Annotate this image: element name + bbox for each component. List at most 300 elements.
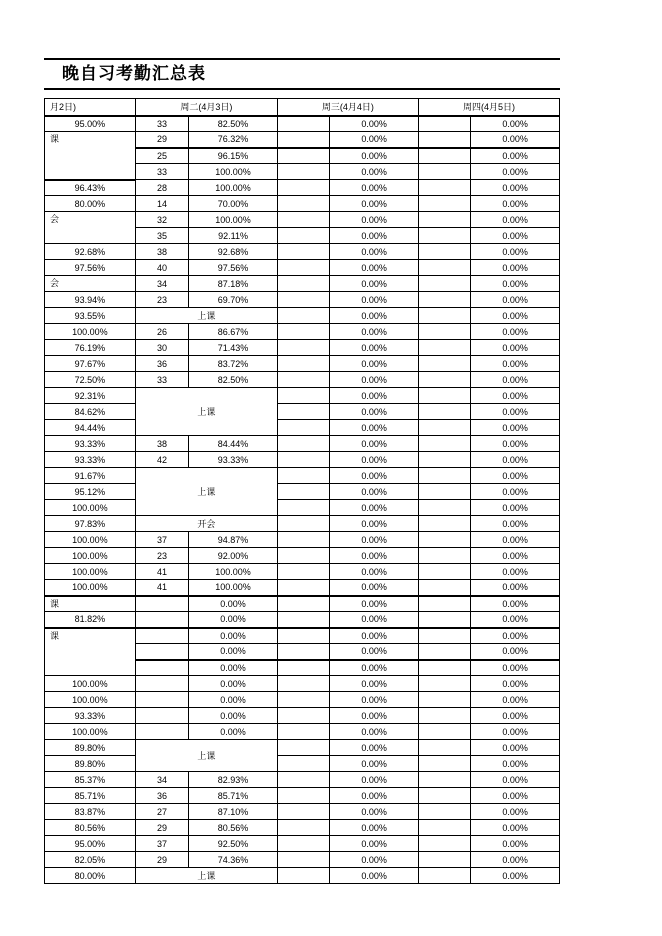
thursday-rate-cell: 0.00% (471, 212, 560, 228)
wednesday-rate-cell: 0.00% (330, 436, 419, 452)
thursday-count-cell (418, 484, 470, 500)
col1-merged-label: 课 (45, 596, 136, 612)
tuesday-count-cell: 37 (135, 532, 188, 548)
table-row (45, 308, 560, 324)
col1-rate-cell: 93.33% (45, 452, 136, 468)
wednesday-count-cell (277, 644, 329, 660)
thursday-count-cell (418, 676, 470, 692)
tuesday-rate-cell: 0.00% (189, 612, 278, 628)
table-row (45, 372, 560, 388)
table-row (45, 132, 560, 148)
thursday-rate-cell: 0.00% (471, 132, 560, 148)
thursday-rate-cell: 0.00% (471, 420, 560, 436)
wednesday-count-cell (277, 580, 329, 596)
tuesday-rate-cell: 85.71% (189, 788, 278, 804)
wednesday-rate-cell: 0.00% (330, 228, 419, 244)
wednesday-rate-cell: 0.00% (330, 452, 419, 468)
col1-merged-label: 会 (45, 212, 136, 244)
wednesday-count-cell (277, 164, 329, 180)
wednesday-count-cell (277, 340, 329, 356)
wednesday-rate-cell: 0.00% (330, 420, 419, 436)
col1-rate-cell: 95.00% (45, 836, 136, 852)
wednesday-rate-cell: 0.00% (330, 356, 419, 372)
col1-rate-cell: 95.00% (45, 116, 136, 132)
wednesday-rate-cell: 0.00% (330, 692, 419, 708)
thursday-rate-cell: 0.00% (471, 564, 560, 580)
wednesday-rate-cell: 0.00% (330, 500, 419, 516)
thursday-rate-cell: 0.00% (471, 116, 560, 132)
wednesday-rate-cell: 0.00% (330, 660, 419, 676)
tuesday-count-cell: 23 (135, 548, 188, 564)
col1-rate-cell: 93.55% (45, 308, 136, 324)
thursday-rate-cell: 0.00% (471, 260, 560, 276)
thursday-count-cell (418, 868, 470, 884)
tuesday-count-cell: 29 (135, 820, 188, 836)
col1-rate-cell: 89.80% (45, 740, 136, 756)
tuesday-rate-cell: 83.72% (189, 356, 278, 372)
tuesday-rate-cell: 0.00% (189, 708, 278, 724)
wednesday-count-cell (277, 244, 329, 260)
col1-rate-cell: 72.50% (45, 372, 136, 388)
wednesday-count-cell (277, 420, 329, 436)
thursday-count-cell (418, 580, 470, 596)
wednesday-count-cell (277, 708, 329, 724)
table-row (45, 612, 560, 628)
table-row (45, 676, 560, 692)
wednesday-count-cell (277, 628, 329, 644)
tuesday-rate-cell: 0.00% (189, 628, 278, 644)
table-row (45, 708, 560, 724)
thursday-count-cell (418, 804, 470, 820)
tuesday-rate-cell: 84.44% (189, 436, 278, 452)
thursday-rate-cell: 0.00% (471, 628, 560, 644)
tuesday-rate-cell: 100.00% (189, 180, 278, 196)
table-row (45, 596, 560, 612)
tuesday-count-cell: 28 (135, 180, 188, 196)
wednesday-rate-cell: 0.00% (330, 308, 419, 324)
tuesday-rate-cell: 92.68% (189, 244, 278, 260)
thursday-rate-cell: 0.00% (471, 772, 560, 788)
document-title-band (44, 58, 560, 90)
wednesday-count-cell (277, 324, 329, 340)
tuesday-count-cell (135, 708, 188, 724)
thursday-rate-cell: 0.00% (471, 388, 560, 404)
table-row (45, 804, 560, 820)
thursday-rate-cell: 0.00% (471, 244, 560, 260)
wednesday-count-cell (277, 484, 329, 500)
thursday-count-cell (418, 740, 470, 756)
tuesday-rate-cell: 70.00% (189, 196, 278, 212)
wednesday-rate-cell: 0.00% (330, 324, 419, 340)
table-row (45, 484, 560, 500)
col1-rate-cell: 100.00% (45, 580, 136, 596)
tuesday-rate-cell: 71.43% (189, 340, 278, 356)
thursday-count-cell (418, 516, 470, 532)
col1-merged-label: 课 (45, 132, 136, 180)
col1-rate-cell: 89.80% (45, 756, 136, 772)
table-row (45, 564, 560, 580)
wednesday-count-cell (277, 372, 329, 388)
wednesday-count-cell (277, 180, 329, 196)
thursday-count-cell (418, 196, 470, 212)
thursday-count-cell (418, 564, 470, 580)
wednesday-rate-cell: 0.00% (330, 628, 419, 644)
thursday-rate-cell: 0.00% (471, 404, 560, 420)
col1-rate-cell: 80.00% (45, 196, 136, 212)
table-row (45, 292, 560, 308)
col1-rate-cell: 94.44% (45, 420, 136, 436)
tuesday-rate-cell: 0.00% (189, 644, 278, 660)
col1-rate-cell: 100.00% (45, 500, 136, 516)
tuesday-rate-cell: 96.15% (189, 148, 278, 164)
wednesday-count-cell (277, 452, 329, 468)
thursday-count-cell (418, 244, 470, 260)
thursday-count-cell (418, 340, 470, 356)
thursday-count-cell (418, 308, 470, 324)
thursday-rate-cell: 0.00% (471, 788, 560, 804)
thursday-rate-cell: 0.00% (471, 612, 560, 628)
wednesday-count-cell (277, 356, 329, 372)
thursday-count-cell (418, 692, 470, 708)
col1-rate-cell: 93.33% (45, 436, 136, 452)
tuesday-count-cell: 30 (135, 340, 188, 356)
tuesday-count-cell: 14 (135, 196, 188, 212)
wednesday-rate-cell: 0.00% (330, 148, 419, 164)
tuesday-rate-cell: 100.00% (189, 212, 278, 228)
table-row (45, 420, 560, 436)
table-row (45, 740, 560, 756)
col1-rate-cell: 85.37% (45, 772, 136, 788)
wednesday-count-cell (277, 116, 329, 132)
wednesday-count-cell (277, 564, 329, 580)
wednesday-count-cell (277, 596, 329, 612)
thursday-count-cell (418, 132, 470, 148)
tuesday-activity-label: 上课 (135, 388, 277, 436)
wednesday-rate-cell: 0.00% (330, 212, 419, 228)
tuesday-rate-cell: 87.18% (189, 276, 278, 292)
thursday-count-cell (418, 388, 470, 404)
thursday-count-cell (418, 660, 470, 676)
column-header-1: 周二(4月3日) (135, 99, 277, 116)
column-header-2: 周三(4月4日) (277, 99, 418, 116)
wednesday-count-cell (277, 388, 329, 404)
tuesday-rate-cell: 0.00% (189, 724, 278, 740)
thursday-rate-cell: 0.00% (471, 340, 560, 356)
wednesday-rate-cell: 0.00% (330, 532, 419, 548)
wednesday-rate-cell: 0.00% (330, 372, 419, 388)
table-row (45, 756, 560, 772)
table-row (45, 196, 560, 212)
tuesday-count-cell: 34 (135, 772, 188, 788)
thursday-rate-cell: 0.00% (471, 372, 560, 388)
col1-merged-label: 会 (45, 276, 136, 292)
table-row (45, 772, 560, 788)
thursday-count-cell (418, 452, 470, 468)
table-row (45, 692, 560, 708)
tuesday-count-cell: 29 (135, 132, 188, 148)
tuesday-count-cell: 33 (135, 116, 188, 132)
table-row (45, 452, 560, 468)
tuesday-rate-cell: 93.33% (189, 452, 278, 468)
thursday-rate-cell: 0.00% (471, 484, 560, 500)
wednesday-count-cell (277, 756, 329, 772)
thursday-count-cell (418, 852, 470, 868)
col1-rate-cell: 81.82% (45, 612, 136, 628)
wednesday-rate-cell: 0.00% (330, 756, 419, 772)
col1-rate-cell: 100.00% (45, 548, 136, 564)
col1-rate-cell: 85.71% (45, 788, 136, 804)
tuesday-count-cell: 38 (135, 436, 188, 452)
wednesday-count-cell (277, 852, 329, 868)
col1-rate-cell: 100.00% (45, 724, 136, 740)
col1-rate-cell: 93.33% (45, 708, 136, 724)
table-row (45, 580, 560, 596)
thursday-count-cell (418, 212, 470, 228)
col1-rate-cell: 83.87% (45, 804, 136, 820)
thursday-rate-cell: 0.00% (471, 516, 560, 532)
tuesday-rate-cell: 100.00% (189, 164, 278, 180)
tuesday-count-cell: 27 (135, 804, 188, 820)
wednesday-rate-cell: 0.00% (330, 116, 419, 132)
tuesday-rate-cell: 97.56% (189, 260, 278, 276)
thursday-count-cell (418, 468, 470, 484)
table-row (45, 260, 560, 276)
table-row (45, 116, 560, 132)
thursday-count-cell (418, 836, 470, 852)
column-header-0: 月2日) (45, 99, 136, 116)
col1-rate-cell: 100.00% (45, 324, 136, 340)
wednesday-rate-cell: 0.00% (330, 772, 419, 788)
thursday-rate-cell: 0.00% (471, 676, 560, 692)
thursday-count-cell (418, 628, 470, 644)
table-row (45, 340, 560, 356)
table-row (45, 180, 560, 196)
wednesday-rate-cell: 0.00% (330, 132, 419, 148)
wednesday-count-cell (277, 500, 329, 516)
tuesday-count-cell: 36 (135, 788, 188, 804)
thursday-rate-cell: 0.00% (471, 660, 560, 676)
tuesday-count-cell (135, 660, 188, 676)
table-row (45, 212, 560, 228)
wednesday-count-cell (277, 468, 329, 484)
wednesday-count-cell (277, 724, 329, 740)
tuesday-count-cell: 37 (135, 836, 188, 852)
thursday-rate-cell: 0.00% (471, 452, 560, 468)
tuesday-count-cell: 36 (135, 356, 188, 372)
thursday-rate-cell: 0.00% (471, 804, 560, 820)
wednesday-rate-cell: 0.00% (330, 484, 419, 500)
wednesday-count-cell (277, 772, 329, 788)
tuesday-activity-label: 上课 (135, 740, 277, 772)
thursday-count-cell (418, 756, 470, 772)
thursday-count-cell (418, 372, 470, 388)
wednesday-rate-cell: 0.00% (330, 740, 419, 756)
tuesday-rate-cell: 86.67% (189, 324, 278, 340)
thursday-count-cell (418, 420, 470, 436)
tuesday-rate-cell: 0.00% (189, 596, 278, 612)
thursday-count-cell (418, 148, 470, 164)
wednesday-rate-cell: 0.00% (330, 564, 419, 580)
tuesday-count-cell (135, 628, 188, 644)
wednesday-rate-cell: 0.00% (330, 548, 419, 564)
tuesday-activity-label: 上课 (135, 868, 277, 884)
wednesday-rate-cell: 0.00% (330, 580, 419, 596)
thursday-count-cell (418, 260, 470, 276)
thursday-rate-cell: 0.00% (471, 644, 560, 660)
tuesday-count-cell: 29 (135, 852, 188, 868)
wednesday-rate-cell: 0.00% (330, 820, 419, 836)
wednesday-rate-cell: 0.00% (330, 836, 419, 852)
wednesday-rate-cell: 0.00% (330, 260, 419, 276)
table-row (45, 356, 560, 372)
thursday-rate-cell: 0.00% (471, 356, 560, 372)
tuesday-rate-cell: 92.00% (189, 548, 278, 564)
tuesday-rate-cell: 74.36% (189, 852, 278, 868)
wednesday-count-cell (277, 788, 329, 804)
tuesday-rate-cell: 69.70% (189, 292, 278, 308)
wednesday-count-cell (277, 228, 329, 244)
wednesday-rate-cell: 0.00% (330, 340, 419, 356)
tuesday-rate-cell: 0.00% (189, 660, 278, 676)
thursday-rate-cell: 0.00% (471, 148, 560, 164)
wednesday-rate-cell: 0.00% (330, 804, 419, 820)
tuesday-count-cell (135, 612, 188, 628)
thursday-count-cell (418, 596, 470, 612)
tuesday-rate-cell: 82.93% (189, 772, 278, 788)
thursday-rate-cell: 0.00% (471, 868, 560, 884)
wednesday-count-cell (277, 516, 329, 532)
table-row (45, 516, 560, 532)
wednesday-count-cell (277, 532, 329, 548)
col1-rate-cell: 80.56% (45, 820, 136, 836)
tuesday-count-cell: 42 (135, 452, 188, 468)
col1-rate-cell: 100.00% (45, 676, 136, 692)
thursday-count-cell (418, 276, 470, 292)
tuesday-rate-cell: 80.56% (189, 820, 278, 836)
tuesday-count-cell: 35 (135, 228, 188, 244)
table-row (45, 548, 560, 564)
table-row (45, 788, 560, 804)
tuesday-count-cell: 26 (135, 324, 188, 340)
thursday-count-cell (418, 180, 470, 196)
thursday-rate-cell: 0.00% (471, 708, 560, 724)
col1-rate-cell: 96.43% (45, 180, 136, 196)
tuesday-count-cell: 33 (135, 164, 188, 180)
table-row (45, 500, 560, 516)
wednesday-rate-cell: 0.00% (330, 676, 419, 692)
table-row (45, 324, 560, 340)
col1-rate-cell: 100.00% (45, 692, 136, 708)
tuesday-count-cell (135, 676, 188, 692)
wednesday-rate-cell: 0.00% (330, 708, 419, 724)
thursday-rate-cell: 0.00% (471, 276, 560, 292)
wednesday-rate-cell: 0.00% (330, 724, 419, 740)
wednesday-count-cell (277, 404, 329, 420)
wednesday-count-cell (277, 132, 329, 148)
tuesday-count-cell (135, 644, 188, 660)
tuesday-count-cell: 23 (135, 292, 188, 308)
wednesday-count-cell (277, 820, 329, 836)
thursday-count-cell (418, 356, 470, 372)
tuesday-rate-cell: 82.50% (189, 116, 278, 132)
thursday-count-cell (418, 644, 470, 660)
table-row (45, 532, 560, 548)
wednesday-count-cell (277, 868, 329, 884)
wednesday-count-cell (277, 148, 329, 164)
thursday-rate-cell: 0.00% (471, 196, 560, 212)
col1-rate-cell: 100.00% (45, 564, 136, 580)
wednesday-count-cell (277, 676, 329, 692)
tuesday-count-cell: 41 (135, 580, 188, 596)
thursday-rate-cell: 0.00% (471, 292, 560, 308)
wednesday-rate-cell: 0.00% (330, 644, 419, 660)
thursday-rate-cell: 0.00% (471, 180, 560, 196)
thursday-rate-cell: 0.00% (471, 756, 560, 772)
wednesday-rate-cell: 0.00% (330, 612, 419, 628)
col1-rate-cell: 97.83% (45, 516, 136, 532)
wednesday-count-cell (277, 804, 329, 820)
wednesday-rate-cell: 0.00% (330, 292, 419, 308)
col1-rate-cell: 80.00% (45, 868, 136, 884)
tuesday-rate-cell: 92.11% (189, 228, 278, 244)
thursday-count-cell (418, 500, 470, 516)
thursday-rate-cell: 0.00% (471, 436, 560, 452)
wednesday-count-cell (277, 836, 329, 852)
wednesday-count-cell (277, 292, 329, 308)
tuesday-rate-cell: 94.87% (189, 532, 278, 548)
thursday-count-cell (418, 788, 470, 804)
wednesday-rate-cell: 0.00% (330, 276, 419, 292)
col1-rate-cell: 92.31% (45, 388, 136, 404)
thursday-rate-cell: 0.00% (471, 724, 560, 740)
thursday-count-cell (418, 436, 470, 452)
wednesday-rate-cell: 0.00% (330, 196, 419, 212)
thursday-count-cell (418, 612, 470, 628)
thursday-count-cell (418, 164, 470, 180)
wednesday-rate-cell: 0.00% (330, 468, 419, 484)
tuesday-rate-cell: 0.00% (189, 692, 278, 708)
wednesday-rate-cell: 0.00% (330, 852, 419, 868)
col1-rate-cell: 82.05% (45, 852, 136, 868)
thursday-rate-cell: 0.00% (471, 852, 560, 868)
thursday-rate-cell: 0.00% (471, 164, 560, 180)
thursday-rate-cell: 0.00% (471, 468, 560, 484)
wednesday-rate-cell: 0.00% (330, 164, 419, 180)
col1-rate-cell: 95.12% (45, 484, 136, 500)
tuesday-rate-cell: 0.00% (189, 676, 278, 692)
wednesday-count-cell (277, 548, 329, 564)
tuesday-count-cell (135, 692, 188, 708)
col1-rate-cell: 91.67% (45, 468, 136, 484)
tuesday-count-cell: 41 (135, 564, 188, 580)
tuesday-rate-cell: 100.00% (189, 564, 278, 580)
thursday-count-cell (418, 116, 470, 132)
thursday-count-cell (418, 548, 470, 564)
col1-rate-cell: 93.94% (45, 292, 136, 308)
wednesday-count-cell (277, 436, 329, 452)
tuesday-rate-cell: 82.50% (189, 372, 278, 388)
thursday-count-cell (418, 708, 470, 724)
tuesday-activity-label: 上课 (135, 468, 277, 516)
attendance-summary-table (44, 98, 560, 884)
wednesday-count-cell (277, 660, 329, 676)
wednesday-count-cell (277, 212, 329, 228)
tuesday-count-cell (135, 596, 188, 612)
tuesday-rate-cell: 92.50% (189, 836, 278, 852)
table-row (45, 244, 560, 260)
wednesday-rate-cell: 0.00% (330, 788, 419, 804)
table-row (45, 836, 560, 852)
